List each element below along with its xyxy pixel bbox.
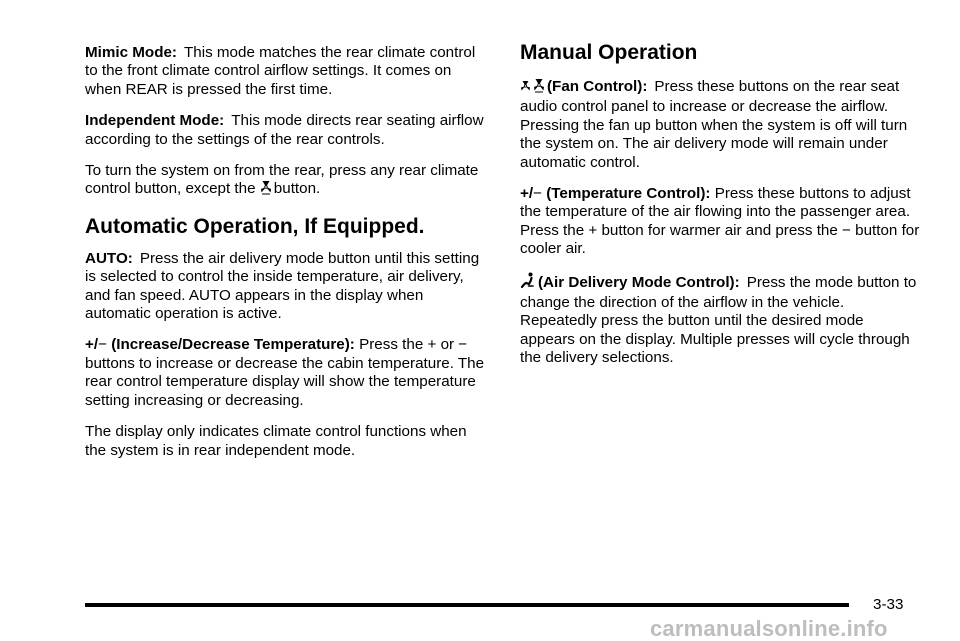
fan-up-icon — [260, 180, 272, 200]
increase-decrease-term: (Increase/Decrease Temperature): — [106, 336, 355, 354]
turn-on-paragraph — [85, 162, 485, 201]
fan-control-text: Press these buttons on the rear seat audio control panel to increase or decrease the airflow. Pressing the fan up button when the system is off will turn the system on. The air delivery mode will remain under automatic control. — [520, 78, 908, 171]
temp-plus-minus-term — [520, 185, 710, 202]
turn-on-text: To turn the system on from the rear, press any rear climate control button, except the — [85, 162, 479, 198]
footer-rule — [85, 603, 849, 607]
display-paragraph — [85, 423, 485, 460]
page-number: 3-33 — [873, 596, 904, 613]
turn-on-text-end: button. — [273, 180, 321, 198]
automatic-operation-heading: Automatic Operation, If Equipped. — [85, 214, 425, 238]
plus-slash: +/ — [85, 336, 99, 354]
independent-mode-text: This mode directs rear seating airflow according to the settings of the rear controls. — [85, 112, 484, 148]
auto-term: AUTO: — [85, 249, 133, 267]
independent-mode-paragraph — [85, 112, 485, 149]
temperature-control-paragraph — [520, 185, 920, 259]
fan-down-icon — [520, 80, 531, 98]
plus-minus-term — [85, 336, 355, 353]
increase-decrease-paragraph — [85, 336, 485, 410]
air-delivery-term: (Air Delivery Mode Control): — [538, 273, 740, 291]
fan-control-term: (Fan Control): — [547, 78, 648, 95]
minus-sign: − — [98, 336, 107, 354]
temp-plus-slash: +/ — [520, 185, 534, 203]
right-column — [520, 41, 920, 381]
fan-up-icon — [533, 78, 545, 98]
temperature-control-text: Press these buttons to adjust the temperature of the air flowing into the passenger area. Press the + button for warmer air and press the − button for cooler air. — [520, 185, 920, 258]
left-column — [85, 44, 485, 473]
temperature-control-term: (Temperature Control): — [541, 185, 711, 203]
air-delivery-paragraph — [520, 272, 920, 368]
manual-operation-heading: Manual Operation — [520, 41, 698, 64]
air-delivery-mode-icon — [520, 272, 536, 294]
mimic-mode-paragraph — [85, 44, 485, 99]
display-text: The display only indicates climate control functions when the system is in rear independent mode. — [85, 423, 467, 459]
air-delivery-text: Press the mode button to change the direction of the airflow in the vehicle. Repeatedly press the button until the desired mode appears on the display. Multiple presses will cycle through the delivery selections. — [520, 273, 917, 367]
auto-paragraph — [85, 250, 485, 324]
auto-text: Press the air delivery mode button until this setting is selected to control the inside temperature, air delivery, and fan speed. AUTO appears in the display when automatic operation is active. — [85, 249, 480, 323]
mimic-mode-term: Mimic Mode: — [85, 44, 177, 61]
increase-decrease-text: Press the + or − buttons to increase or decrease the cabin temperature. The rear control temperature display will show the temperature setting increasing or decreasing. — [85, 336, 485, 409]
temp-minus-sign: − — [533, 185, 542, 203]
independent-mode-term: Independent Mode: — [85, 112, 225, 130]
watermark: carmanualsonline.info — [650, 616, 888, 641]
fan-control-paragraph — [520, 78, 920, 172]
mimic-mode-text: This mode matches the rear climate control to the front climate control airflow settings. It comes on when REAR is pressed the first time. — [85, 44, 476, 98]
